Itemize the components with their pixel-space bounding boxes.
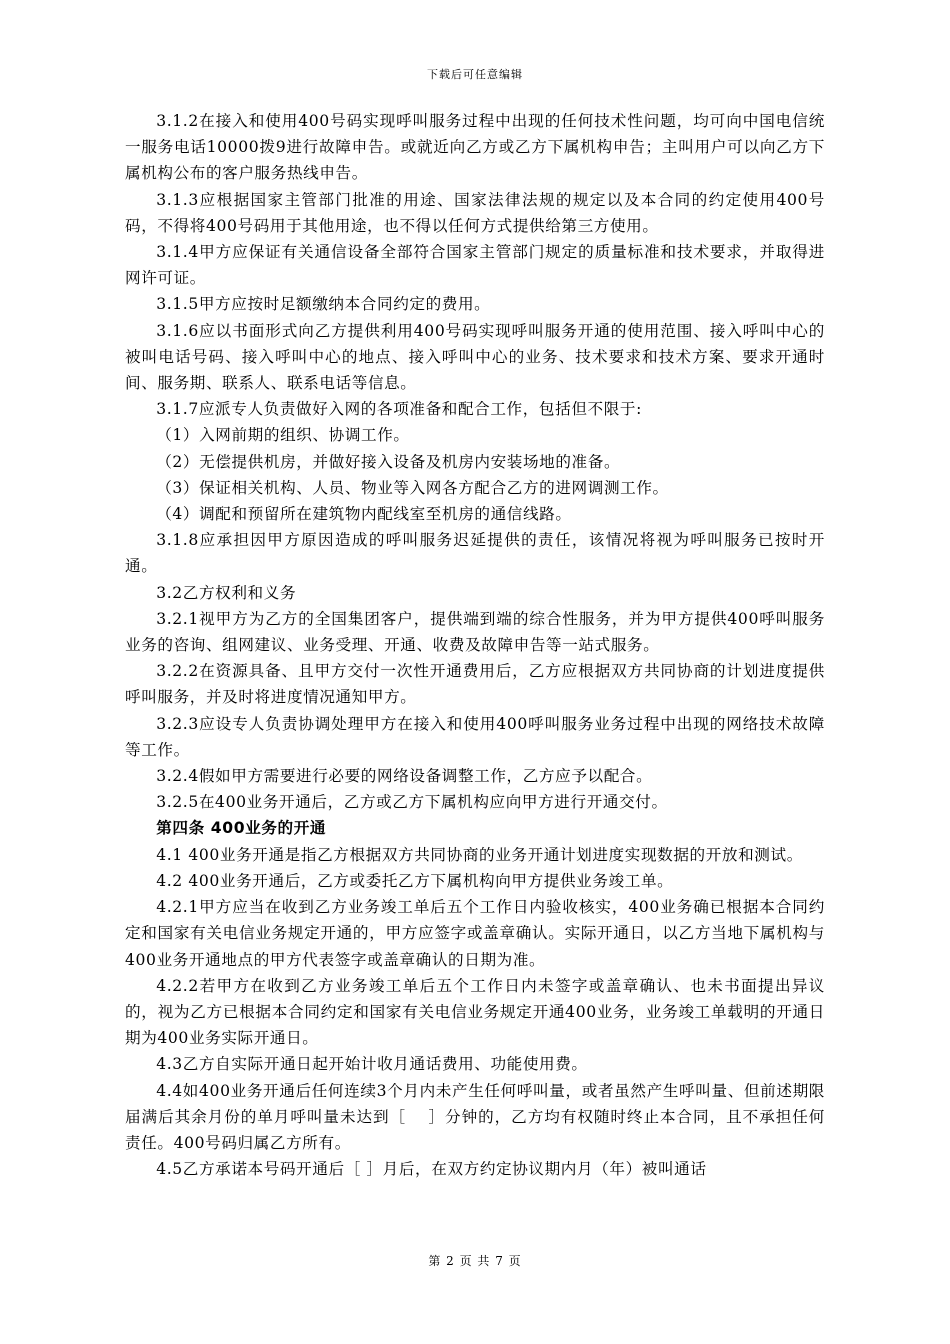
document-body: [125, 108, 825, 1182]
clause-3-2-2: 3.2.2在资源具备、且甲方交付一次性开通费用后，乙方应根据双方共同协商的计划进度提供呼叫服务，并及时将进度情况通知甲方。: [125, 662, 825, 707]
clause-3-1-4: 3.1.4甲方应保证有关通信设备全部符合国家主管部门规定的质量标准和技术要求，并取得进网许可证。: [125, 243, 825, 288]
clause-3-1-8: 3.1.8应承担因甲方原因造成的呼叫服务迟延提供的责任，该情况将视为呼叫服务已按时开通。: [125, 531, 825, 576]
clause-3-1-6: 3.1.6应以书面形式向乙方提供利用400号码实现呼叫服务开通的使用范围、接入呼叫中心的被叫电话号码、接入呼叫中心的地点、接入呼叫中心的业务、技术要求和技术方案、要求开通时间、服务期、联系人、联系电话等信息。: [125, 321, 825, 393]
article-4-heading: 第四条 400业务的开通: [156, 819, 327, 838]
clause-4-4: 4.4如400业务开通后任何连续3个月内未产生任何呼叫量，或者虽然产生呼叫量、但前述期限届满后其余月份的单月呼叫量未达到［ ］分钟的，乙方均有权随时终止本合同，且不承担任何责任。400号码归属乙方所有。: [125, 1081, 825, 1152]
clause-3-2-4: 3.2.4假如甲方需要进行必要的网络设备调整工作，乙方应予以配合。: [156, 767, 653, 786]
clause-3-1-7-item-4: （4）调配和预留所在建筑物内配线室至机房的通信线路。: [156, 505, 572, 524]
clause-3-1-2: 3.1.2在接入和使用400号码实现呼叫服务过程中出现的任何技术性问题，均可向中国电信统一服务电话10000拨9进行故障申告。或就近向乙方或乙方下属机构申告；主叫用户可以向乙方下属机构公布的客户服务热线申告。: [125, 112, 825, 183]
page-header: 下载后可任意编辑: [427, 68, 523, 81]
clause-3-1-7-item-1: （1）入网前期的组织、协调工作。: [156, 426, 410, 445]
page-footer: 第 2 页 共 7 页: [428, 1254, 522, 1268]
clause-3-1-5: 3.1.5甲方应按时足额缴纳本合同约定的费用。: [156, 295, 491, 314]
clause-3-1-7-item-2: （2）无偿提供机房，并做好接入设备及机房内安装场地的准备。: [156, 452, 621, 471]
clause-4-3: 4.3乙方自实际开通日起开始计收月通话费用、功能使用费。: [156, 1055, 588, 1074]
clause-4-5: 4.5乙方承诺本号码开通后［ ］月后，在双方约定协议期内月（年）被叫通话: [156, 1160, 707, 1179]
clause-4-2-2: 4.2.2若甲方在收到乙方业务竣工单后五个工作日内未签字或盖章确认、也未书面提出异议的，视为乙方已根据本合同约定和国家有关电信业务规定开通400业务，业务竣工单载明的开通日期为400业务实际开通日。: [125, 976, 825, 1048]
clause-4-2-1: 4.2.1甲方应当在收到乙方业务竣工单后五个工作日内验收核实，400业务确已根据本合同约定和国家有关电信业务规定开通的，甲方应签字或盖章确认。实际开通日，以乙方当地下属机构与400业务开通地点的甲方代表签字或盖章确认的日期为准。: [125, 898, 825, 969]
clause-4-1: 4.1 400业务开通是指乙方根据双方共同协商的业务开通计划进度实现数据的开放和测试。: [156, 845, 803, 864]
clause-3-2-1: 3.2.1视甲方为乙方的全国集团客户，提供端到端的综合性服务，并为甲方提供400呼叫服务业务的咨询、组网建议、业务受理、开通、收费及故障申告等一站式服务。: [125, 609, 825, 655]
clause-3-2-5: 3.2.5在400业务开通后，乙方或乙方下属机构应向甲方进行开通交付。: [156, 793, 668, 812]
clause-3-1-7: 3.1.7应派专人负责做好入网的各项准备和配合工作，包括但不限于:: [156, 400, 642, 419]
clause-3-2-3: 3.2.3应设专人负责协调处理甲方在接入和使用400呼叫服务业务过程中出现的网络技术故障等工作。: [125, 714, 825, 759]
clause-4-2: 4.2 400业务开通后，乙方或委托乙方下属机构向甲方提供业务竣工单。: [156, 871, 674, 890]
section-3-2-title: 3.2乙方权利和义务: [156, 583, 297, 602]
clause-3-1-3: 3.1.3应根据国家主管部门批准的用途、国家法律法规的规定以及本合同的约定使用400号码，不得将400号码用于其他用途，也不得以任何方式提供给第三方使用。: [125, 190, 825, 235]
clause-3-1-7-item-3: （3）保证相关机构、人员、物业等入网各方配合乙方的进网调测工作。: [156, 478, 669, 497]
